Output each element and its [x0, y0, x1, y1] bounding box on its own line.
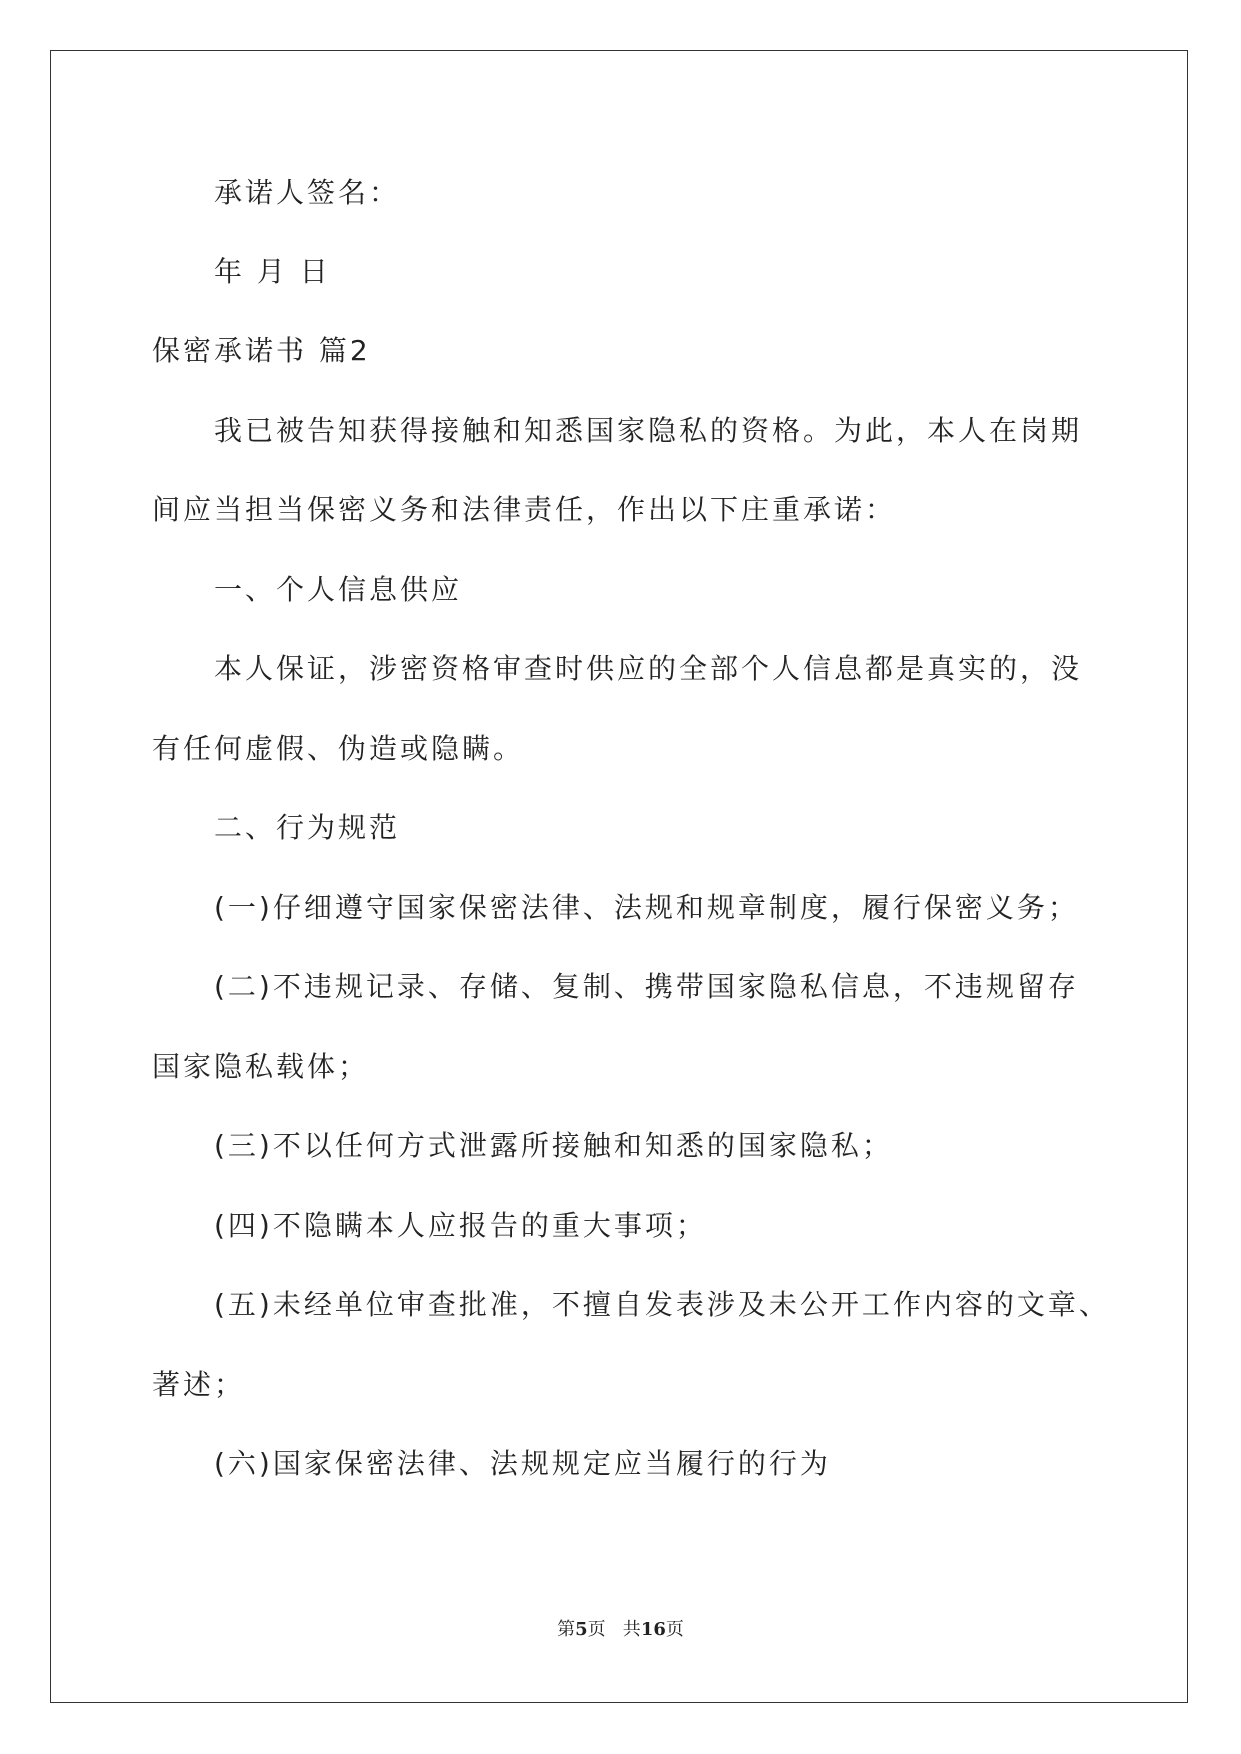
list-item: (一)仔细遵守国家保密法律、法规和规章制度，履行保密义务； [214, 891, 1079, 924]
section-title: 保密承诺书 篇2 [152, 334, 371, 367]
list-item: (四)不隐瞒本人应报告的重大事项； [214, 1209, 707, 1242]
page-mid: 页 共 [587, 1619, 641, 1640]
signature-line: 承诺人签名： [214, 176, 401, 209]
page-footer [0, 1618, 1241, 1642]
list-item-continued: 著述； [152, 1368, 246, 1401]
heading-personal-info: 一、个人信息供应 [214, 573, 463, 606]
list-item: (三)不以任何方式泄露所接触和知悉的国家隐私； [214, 1129, 893, 1162]
paragraph-line: 本人保证，涉密资格审查时供应的全部个人信息都是真实的，没 [214, 652, 1083, 685]
paragraph-line: 我已被告知获得接触和知悉国家隐私的资格。为此，本人在岗期 [214, 414, 1083, 447]
list-item-continued: 国家隐私载体； [152, 1050, 370, 1083]
total-page-number: 16 [640, 1619, 666, 1640]
date-line: 年 月 日 [214, 255, 331, 288]
page-suffix: 页 [665, 1619, 684, 1640]
page-prefix: 第 [557, 1619, 576, 1640]
paragraph-line: 有任何虚假、伪造或隐瞒。 [152, 732, 525, 765]
list-item: (五)未经单位审查批准，不擅自发表涉及未公开工作内容的文章、 [214, 1288, 1110, 1321]
current-page-number: 5 [575, 1619, 588, 1640]
list-item: (二)不违规记录、存储、复制、携带国家隐私信息，不违规留存 [214, 970, 1079, 1003]
heading-conduct: 二、行为规范 [214, 811, 401, 844]
list-item: (六)国家保密法律、法规规定应当履行的行为 [214, 1447, 831, 1480]
paragraph-line: 间应当担当保密义务和法律责任，作出以下庄重承诺： [152, 493, 897, 526]
